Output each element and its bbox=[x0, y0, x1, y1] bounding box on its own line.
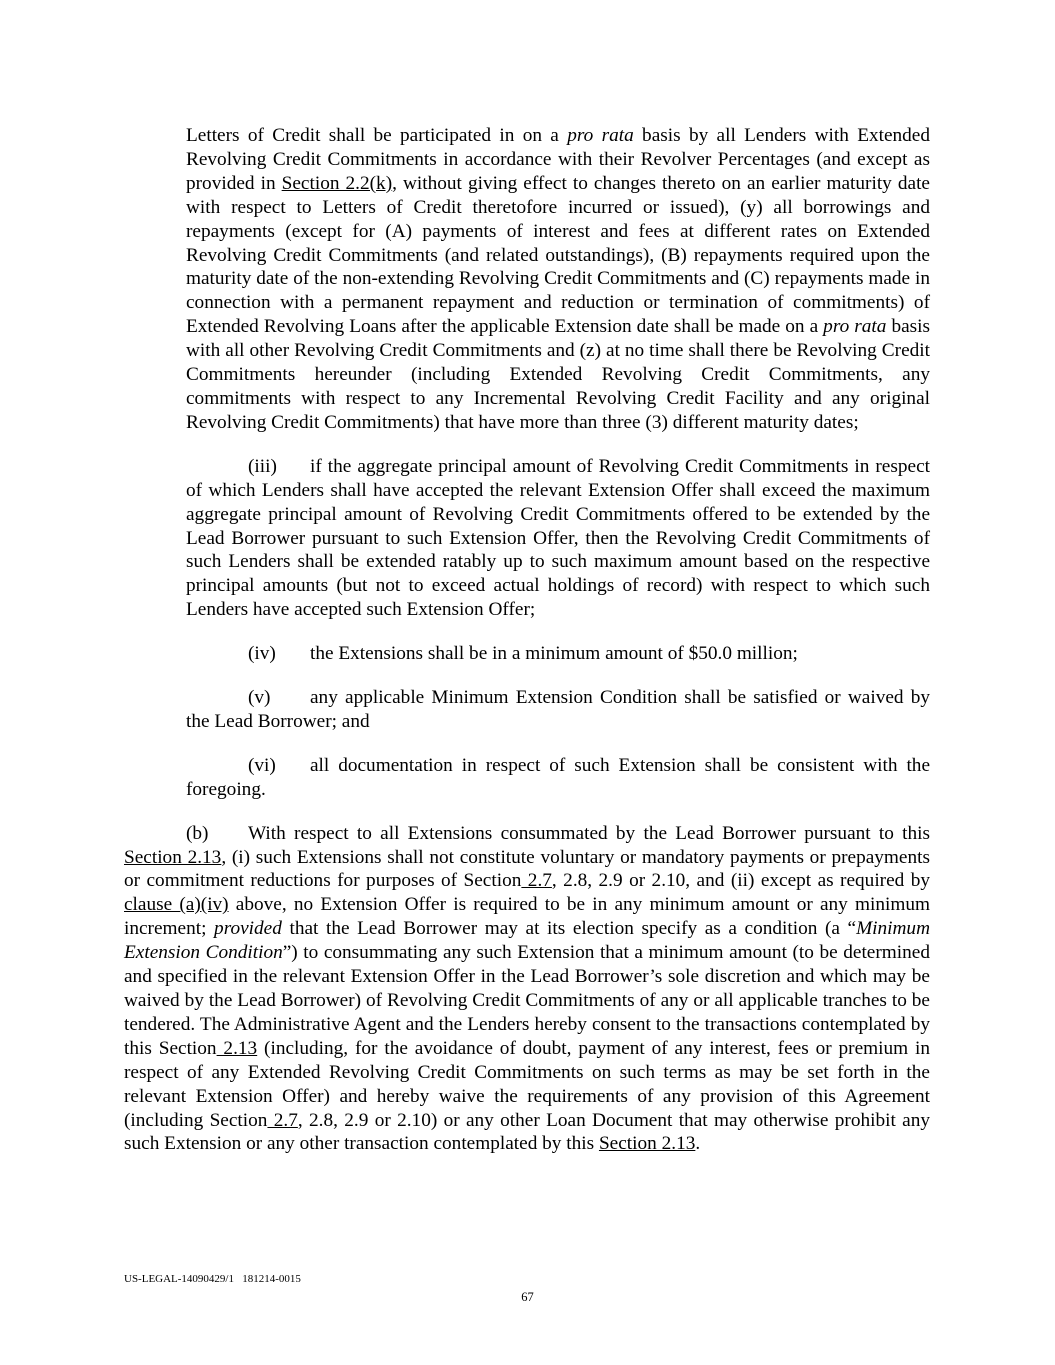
section-reference: 2.13 bbox=[216, 1037, 258, 1059]
section-reference: Section 2.2(k) bbox=[281, 172, 393, 194]
clause-vi bbox=[186, 754, 930, 802]
defined-term: Minimum Extension Condition bbox=[124, 918, 930, 964]
clause-iii bbox=[186, 455, 930, 622]
section-reference: 2.7 bbox=[267, 1109, 298, 1131]
clause-number: (vi) bbox=[248, 754, 276, 776]
text: (including, for the avoidance of doubt, payment of any interest, fees or premium in respect of any Extended Revolving Credit Commitments on such terms as may be set forth in the relevant Extension Offer) and hereby waive the requirements of any provision of this Agreement (including Section bbox=[124, 1037, 931, 1131]
section-reference: 2.7 bbox=[521, 870, 552, 892]
text: , (i) such Extensions shall not constitute voluntary or mandatory payments or prepayments or commitment reductions for purposes of Section bbox=[124, 846, 930, 892]
clause-text: if the aggregate principal amount of Revolving Credit Commitments in respect of which Lenders shall have accepted the relevant Extension Offer shall exceed the maximum aggregate principal amount of Revolving Credit Commitments offered to be extended by the Lead Borrower pursuant to such Extension Offer, then the Revolving Credit Commitments of such Lenders shall be extended ratably up to such maximum amount based on the respective principal amounts (but not to exceed actual holdings of record) with respect to which such Lenders have accepted such Extension Offer; bbox=[186, 455, 930, 621]
document-id: US-LEGAL-14090429/1 181214-0015 bbox=[124, 1273, 301, 1285]
clause-iv bbox=[186, 642, 930, 666]
clause-number: (iv) bbox=[248, 643, 276, 665]
italic-term: pro rata bbox=[823, 316, 887, 338]
clause-reference: clause (a)(iv) bbox=[124, 894, 229, 916]
text: basis with all other Revolving Credit Commitments and (z) at no time shall there be Revolving Credit Commitments hereunder (including Extended Revolving Credit Commitments, any commitments with respect to any Incremental Revolving Credit Facility and any original Revolving Credit Commitments) that have more than three (3) different maturity dates; bbox=[186, 316, 931, 433]
paragraph-continued bbox=[186, 124, 930, 435]
text: Letters of Credit shall be participated in on a bbox=[186, 125, 568, 146]
text: With respect to all Extensions consummated by the Lead Borrower pursuant to this bbox=[248, 822, 930, 844]
section-reference: Section 2.13 bbox=[124, 846, 222, 868]
document-body bbox=[124, 124, 930, 1176]
text: ”) to consummating any such Extension that a minimum amount (to be determined and specified in the relevant Extension Offer in the Lead Borrower’s sole discretion and which may be waived by the Lead Borrower) of Revolving Credit Commitments of any or all applicable tranches to be tendered. The Administrative Agent and the Lenders hereby consent to the transactions contemplated by this Section bbox=[124, 942, 930, 1059]
clause-number: (iii) bbox=[248, 455, 277, 477]
clause-text: any applicable Minimum Extension Condition shall be satisfied or waived by the Lead Borrower; and bbox=[186, 687, 930, 732]
page-number: 67 bbox=[521, 1290, 534, 1304]
italic-term: pro rata bbox=[567, 125, 634, 146]
text: , without giving effect to changes thereto on an earlier maturity date with respect to Letters of Credit theretofore incurred or issued), (y) all borrowings and repayments (except for (A) payments of interest and fees at different rates on Extended Revolving Credit Commitments (and related outstandings), (B) repayments required upon the maturity date of the non-extending Revolving Credit Commitments and (C) repayments made in connection with a permanent repayment and reduction or termination of commitments) of Extended Revolving Loans after the applicable Extension date shall be made on a bbox=[186, 172, 930, 338]
section-reference: Section 2.13 bbox=[598, 1133, 696, 1155]
clause-text: all documentation in respect of such Extension shall be consistent with the foregoing. bbox=[186, 754, 930, 800]
text: basis by all Lenders with Extended Revolving Credit Commitments in accordance with their Revolver Percentages (and except as provided in bbox=[186, 125, 931, 194]
italic-term: provided bbox=[214, 918, 282, 940]
clause-v bbox=[186, 686, 930, 734]
text: , 2.8, 2.9 or 2.10) or any other Loan Document that may otherwise prohibit any such Extension or any other transaction contemplated by this bbox=[124, 1109, 930, 1155]
clause-number: (v) bbox=[248, 687, 271, 709]
paragraph-b bbox=[124, 822, 930, 1157]
text: . bbox=[695, 1133, 701, 1155]
text: above, no Extension Offer is required to be in any minimum amount or any minimum increment; bbox=[124, 894, 931, 940]
paragraph-number: (b) bbox=[186, 822, 209, 844]
text: , 2.8, 2.9 or 2.10, and (ii) except as required by bbox=[551, 870, 931, 892]
clause-text: the Extensions shall be in a minimum amount of $50.0 million; bbox=[310, 643, 798, 665]
text: that the Lead Borrower may at its election specify as a condition (a “ bbox=[281, 918, 857, 940]
